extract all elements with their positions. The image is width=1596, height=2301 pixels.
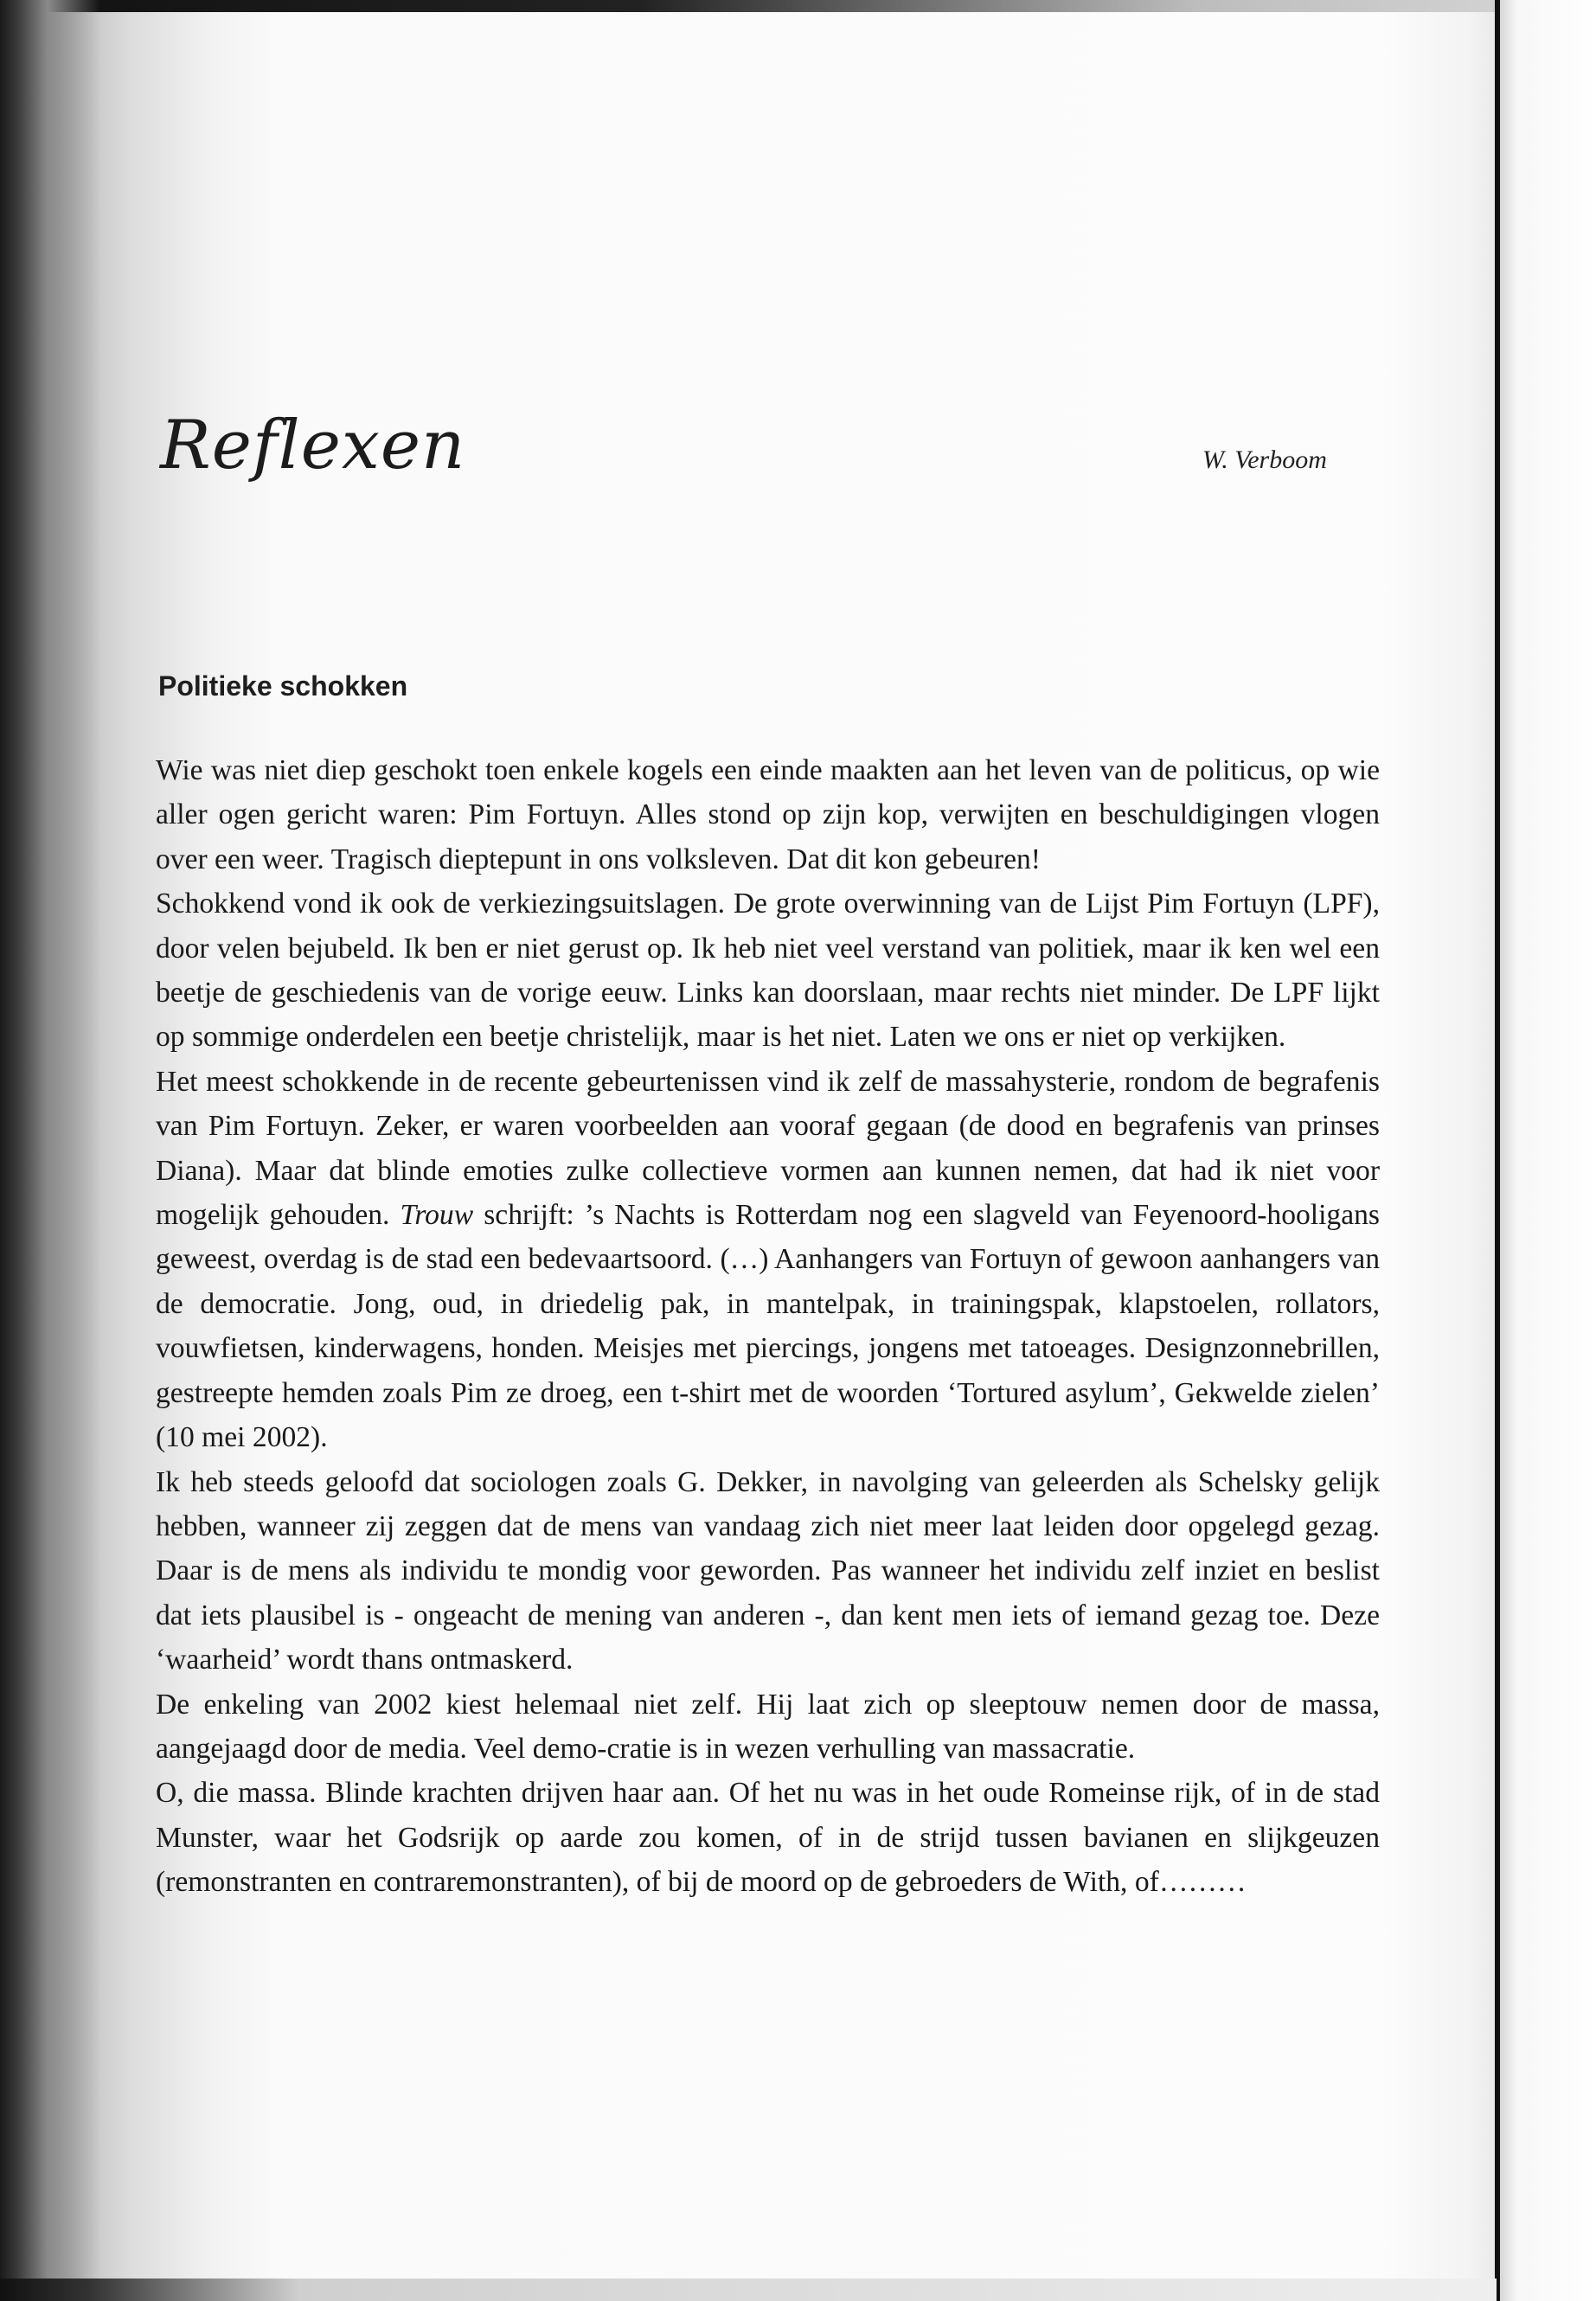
newspaper-name: Trouw — [400, 1199, 474, 1232]
scan-binding-shadow — [0, 0, 100, 2301]
paragraph — [156, 1060, 1380, 1460]
article-body — [156, 748, 1380, 1905]
scan-right-margin — [1500, 0, 1596, 2301]
paragraph: O, die massa. Blinde krachten drijven haar aan. Of het nu was in het oude Romeinse rijk, of in de stad Munster, waar het Godsrijk op aarde zou komen, of in de strijd tussen bavianen en slijkgeuzen (remonstranten en contraremonstranten), of bij de moord op de gebroeders de With, of……… — [156, 1777, 1380, 1899]
paragraph: Schokkend vond ik ook de verkiezingsuitslagen. De grote overwinning van de Lijst Pim Fortuyn (LPF), door velen bejubeld. Ik ben er niet gerust op. Ik heb niet veel verstand van politiek, maar ik ken wel een beetje de geschiedenis van de vorige eeuw. Links kan doorslaan, maar rechts niet minder. De LPF lijkt op sommige onderdelen een beetje christelijk, maar is het niet. Laten we ons er niet op verkijken. — [156, 888, 1380, 1054]
page-title: Reflexen — [160, 407, 466, 484]
paragraph: Wie was niet diep geschokt toen enkele kogels een einde maakten aan het leven van de politicus, op wie aller ogen gericht waren: Pim Fortuyn. Alles stond op zijn kop, verwijten en beschuldigingen vlogen over een weer. Tragisch dieptepunt in ons volksleven. Dat dit kon gebeuren! — [156, 754, 1380, 875]
author-name: W. Verboom — [1202, 445, 1327, 474]
paragraph: De enkeling van 2002 kiest helemaal niet zelf. Hij laat zich op sleeptouw nemen door de massa, aangejaagd door de media. Veel demo-cratie is in wezen verhulling van massacratie. — [156, 1688, 1380, 1765]
paragraph-text: schrijft: ’s Nachts is Rotterdam nog een slagveld van Feyenoord-hooligans geweest, overdag is de stad een bedevaartsoord. (…) Aanhangers van Fortuyn of gewoon aanhangers van de democratie. Jong, oud, in driedelig pak, in mantelpak, in trainingspak, klapstoelen, rollators, vouwfietsen, kinderwagens, honden. Meisjes met piercings, jongens met tatoeages. Designzonnebrillen, gestreepte hemden zoals Pim ze droeg, een t-shirt met de woorden ‘Tortured asylum’, Gekwelde zielen’ (10 mei 2002). — [156, 1199, 1380, 1454]
section-heading: Politieke schokken — [158, 670, 408, 702]
paragraph: Ik heb steeds geloofd dat sociologen zoals G. Dekker, in navolging van geleerden als Schelsky gelijk hebben, wanneer zij zeggen dat de mens van vandaag zich niet meer laat leiden door opgelegd gezag. Daar is de mens als individu te mondig voor geworden. Pas wanneer het individu zelf inziet en beslist dat iets plausibel is - ongeacht de mening van anderen -, dan kent men iets of iemand gezag toe. Deze ‘waarheid’ wordt thans ontmaskerd. — [156, 1465, 1380, 1676]
scan-top-edge — [0, 0, 1596, 12]
scan-bottom-edge — [0, 2279, 1497, 2301]
paragraph-text: Het meest schokkende in de recente gebeurtenissen vind ik zelf de massahysterie, rondom de begrafenis van Pim Fortuyn. Zeker, er waren voorbeelden aan vooraf gegaan (de dood en begrafenis van prinses Diana). Maar dat blinde emoties zulke collectieve vormen aan kunnen nemen, dat had ik niet voor mogelijk gehouden. — [156, 1065, 1380, 1232]
